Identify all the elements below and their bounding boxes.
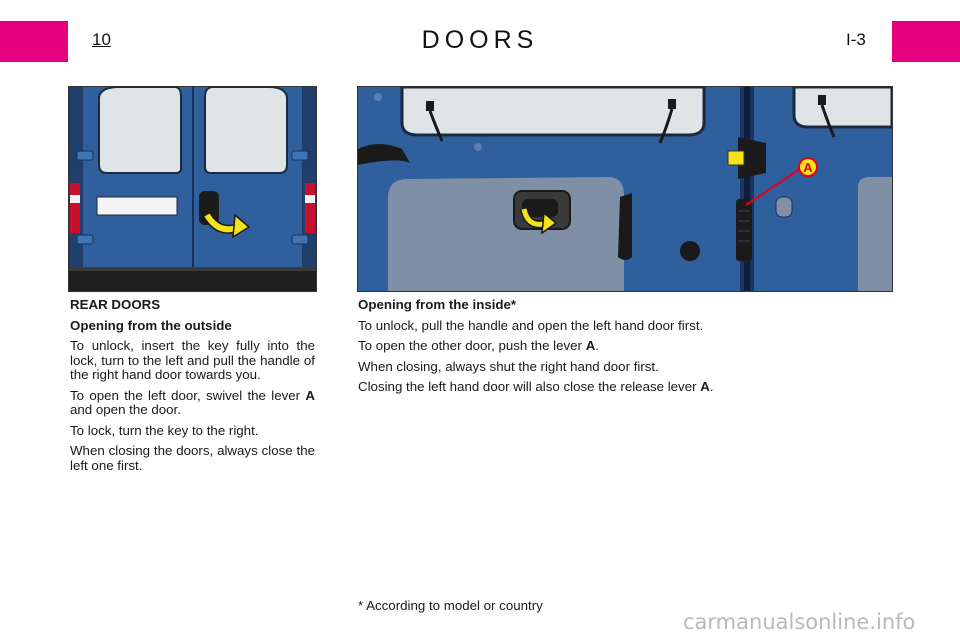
- closing-paragraph: When closing the doors, always close the left one first.: [70, 443, 315, 473]
- inside-closing-paragraph: When closing, always shut the right hand door first.: [358, 358, 659, 374]
- lock-paragraph: To lock, turn the key to the right.: [70, 422, 259, 438]
- watermark: carmanualsonline.info: [683, 610, 916, 634]
- left-text-column: [70, 298, 315, 479]
- release-lever-paragraph: Closing the left hand door will also close the release lever A.: [358, 379, 714, 394]
- page-number: 10: [92, 30, 111, 49]
- page-title: DOORS: [421, 26, 539, 54]
- lever-callout-label: A: [803, 160, 813, 175]
- outside-subheading: Opening from the outside: [70, 317, 232, 333]
- rear-doors-inside-illustration: [357, 86, 893, 292]
- inside-subheading: Opening from the inside*: [358, 297, 517, 312]
- right-text-column: [358, 298, 878, 401]
- rear-doors-outside-illustration: [68, 86, 317, 292]
- inside-unlock-paragraph: To unlock, pull the handle and open the left hand door first.: [358, 317, 704, 333]
- open-left-paragraph: To open the left door, swivel the lever A and open the door.: [70, 387, 315, 417]
- section-heading: REAR DOORS: [70, 297, 161, 312]
- section-code: I-3: [846, 30, 866, 49]
- unlock-paragraph: To unlock, insert the key fully into the lock, turn to the left and pull the handle of the right hand door towards you.: [70, 338, 315, 382]
- open-other-paragraph: To open the other door, push the lever A.: [358, 338, 599, 353]
- footnote: * According to model or country: [358, 598, 543, 613]
